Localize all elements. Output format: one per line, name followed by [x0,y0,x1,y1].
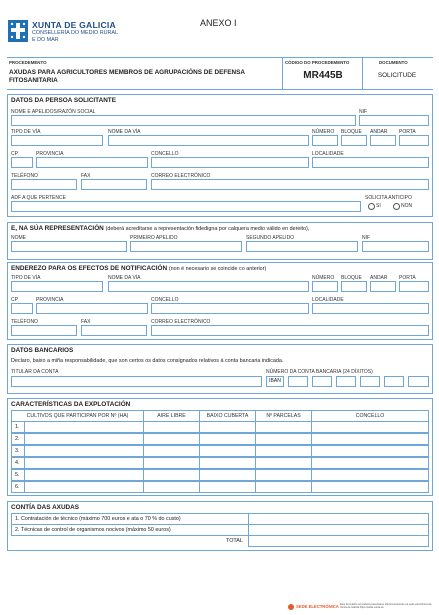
xunta-logo-icon [8,20,28,42]
advance-label: SOLICITA ANTICIPO [365,195,412,201]
n-fax-label: FAX [81,319,91,325]
table-cell[interactable] [24,421,144,433]
n-street-name-field[interactable] [108,281,309,292]
representation-title-text: E, NA SÚA REPRESENTACIÓN [11,225,104,232]
name-label: NOME E APELIDOS/RAZÓN SOCIAL [11,109,96,115]
exploitation-title: CARACTERÍSTICAS DA EXPLOTACIÓN [11,401,131,408]
procedure-title: AXUDAS PARA AGRICULTORES MEMBROS DE AGRUPACIÓNS DE DEFENSA FITOSANITARIA [9,69,245,84]
account-part-4[interactable] [360,376,380,387]
notification-section [7,262,433,340]
org-name: XUNTA DE GALICIA [32,20,116,30]
advance-yes-label: SI [376,203,381,209]
n-phone-label: TELÉFONO [11,319,38,325]
applicant-title: DATOS DA PERSOA SOLICITANTE [11,97,116,104]
account-part-5[interactable] [384,376,404,387]
nif-field[interactable] [359,115,429,126]
table-cell[interactable] [311,469,429,481]
n-locality-label: LOCALIDADE [312,297,344,303]
email-label: CORREO ELECTRÓNICO [151,173,211,179]
exploitation-table [11,410,429,493]
table-row-number [11,433,25,445]
row-label: 3. [15,448,20,454]
table-cell[interactable] [143,433,200,445]
table-cell[interactable] [255,421,312,433]
number-label: NÚMERO [312,129,335,135]
table-cell[interactable] [199,469,256,481]
procedure-code: MR445B [303,70,343,81]
bank-declaration: Declaro, baixo a miña responsabilidade, que son certos os datos consignados relativos á conta bancaria indicada. [11,358,284,364]
footer-note: Este formulario só poderá presentarse electronicamente na sede electrónica da Xunta de Galicia https://sede.xunta.es [340,603,432,610]
n-email-field[interactable] [151,325,429,336]
aid-title: CONTÍA DAS AXUDAS [11,504,80,511]
document-type: SOLICITUDE [377,72,417,79]
block-label: BLOQUE [341,129,362,135]
table-cell[interactable] [143,469,200,481]
advance-no-radio[interactable] [393,203,400,210]
representation-section [7,222,433,260]
representation-note: (deberá acreditarse a representación fidedigna por calquera medio válido en dereito), [105,226,310,232]
n-floor-label: ANDAR [370,275,388,281]
table-cell[interactable] [199,481,256,493]
door-field[interactable] [399,135,429,146]
aid-item-1: 1. Contratación de técnico (máximo 700 euros e ata o 70 % do custo) [11,513,249,525]
row-label: 2. [15,436,20,442]
procedure-box [7,57,433,90]
n-cp-field[interactable] [11,303,33,314]
n-street-type-field[interactable] [11,281,103,292]
org-department-2: E DO MAR [32,37,59,43]
block-field[interactable] [341,135,367,146]
n-locality-field[interactable] [312,303,429,314]
province-label: PROVINCIA [36,151,64,157]
n-council-label: CONCELLO [151,297,179,303]
n-street-type-label: TIPO DE VÍA [11,275,41,281]
table-cell[interactable] [255,481,312,493]
floor-field[interactable] [370,135,396,146]
table-cell[interactable] [143,457,200,469]
table-cell[interactable] [143,421,200,433]
table-cell[interactable] [311,421,429,433]
aid-section [7,501,433,551]
table-cell[interactable] [255,469,312,481]
council-field[interactable] [151,157,309,168]
table-cell[interactable] [255,433,312,445]
street-type-label: TIPO DE VÍA [11,129,41,135]
col-open-air-header: AIRE LIBRE [143,410,200,422]
account-part-2[interactable] [312,376,332,387]
cp-label: CP [11,151,18,157]
n-door-field[interactable] [399,281,429,292]
door-label: PORTA [399,129,416,135]
annex-title: ANEXO I [200,18,237,28]
table-cell[interactable] [24,481,144,493]
col-council-header: CONCELLO [311,410,429,422]
table-row-number [11,481,25,493]
footer-brand: SEDE ELECTRÓNICA [296,604,339,609]
table-cell[interactable] [199,433,256,445]
table-row-number [11,457,25,469]
rep-name-label: NOME [11,235,26,241]
table-row-number [11,445,25,457]
table-cell[interactable] [255,457,312,469]
iban-label: IBAN [269,378,281,384]
rep-surname2-field[interactable] [246,241,358,252]
n-number-label: NÚMERO [312,275,335,281]
aid-item-2: 2. Técnicas de control de organismos nocivos (máximo 50 euros) [11,524,249,536]
n-email-label: CORREO ELECTRÓNICO [151,319,211,325]
sede-icon [288,604,294,610]
phone-label: TELÉFONO [11,173,38,179]
procedure-divider-1 [282,58,283,89]
bank-section [7,344,433,394]
number-field[interactable] [312,135,338,146]
aid-total-amount[interactable] [248,535,429,547]
rep-nif-label: NIF [362,235,371,241]
header [8,20,433,50]
n-province-label: PROVINCIA [36,297,64,303]
holder-field[interactable] [11,376,262,387]
table-cell[interactable] [24,469,144,481]
table-row-number [11,421,25,433]
table-cell[interactable] [199,457,256,469]
adf-field[interactable] [11,201,361,212]
col-covered-header: BAIXO CUBERTA [199,410,256,422]
n-street-name-label: NOME DA VÍA [108,275,141,281]
name-field[interactable] [11,115,356,126]
table-row-number [11,469,25,481]
row-label: 5. [15,472,20,478]
col-crops-header: CULTIVOS QUE PARTICIPAN POR Nº (HA) [11,410,144,422]
province-field[interactable] [36,157,148,168]
locality-field[interactable] [312,157,429,168]
nif-label: NIF [359,109,368,115]
advance-yes-radio[interactable] [368,203,375,210]
iban-field[interactable] [266,376,284,387]
table-cell[interactable] [199,421,256,433]
street-name-field[interactable] [108,135,309,146]
n-phone-field[interactable] [11,325,77,336]
table-cell[interactable] [311,457,429,469]
representation-title [11,225,309,232]
procedure-code-label: CÓDIGO DO PROCEDEMENTO [285,60,350,65]
n-number-field[interactable] [312,281,338,292]
n-block-field[interactable] [341,281,367,292]
table-cell[interactable] [311,433,429,445]
row-label: 6. [15,484,20,490]
table-cell[interactable] [311,481,429,493]
table-cell[interactable] [24,457,144,469]
table-cell[interactable] [24,445,144,457]
adf-label: ADF A QUE PERTENCE [11,195,66,201]
footer [288,603,436,613]
fax-field[interactable] [81,179,147,190]
n-province-field[interactable] [36,303,148,314]
fax-label: FAX [81,173,91,179]
notification-note: (non é necesario se coincide co anterior) [168,266,267,272]
row-label: 4. [15,460,20,466]
account-label: NÚMERO DA CONTA BANCARIA (24 DÍXITOS) [266,369,373,375]
org-department: CONSELLERÍA DO MEDIO RURAL [32,30,118,36]
applicant-section [7,94,433,217]
rep-surname2-label: SEGUNDO APELIDO [246,235,295,241]
council-label: CONCELLO [151,151,179,157]
cp-field[interactable] [11,157,33,168]
table-cell[interactable] [24,433,144,445]
rep-nif-field[interactable] [362,241,429,252]
n-door-label: PORTA [399,275,416,281]
street-type-field[interactable] [11,135,103,146]
bank-title: DATOS BANCARIOS [11,347,74,354]
email-field[interactable] [151,179,429,190]
n-council-field[interactable] [151,303,309,314]
table-cell[interactable] [199,445,256,457]
locality-label: LOCALIDADE [312,151,344,157]
n-block-label: BLOQUE [341,275,362,281]
row-label: 1. [15,424,20,430]
rep-surname1-field[interactable] [130,241,242,252]
table-cell[interactable] [143,445,200,457]
n-floor-field[interactable] [370,281,396,292]
account-part-3[interactable] [336,376,356,387]
table-cell[interactable] [311,445,429,457]
rep-surname1-label: PRIMEIRO APELIDO [130,235,178,241]
notification-title [11,265,266,272]
account-part-6[interactable] [408,376,429,387]
table-cell[interactable] [143,481,200,493]
rep-name-field[interactable] [11,241,127,252]
procedure-label: PROCEDEMENTO [9,60,47,65]
n-fax-field[interactable] [81,325,147,336]
advance-no-label: NON [401,203,413,209]
n-cp-label: CP [11,297,18,303]
holder-label: TITULAR DA CONTA [11,369,59,375]
phone-field[interactable] [11,179,77,190]
table-cell[interactable] [255,445,312,457]
floor-label: ANDAR [370,129,388,135]
procedure-divider-2 [362,58,363,89]
street-name-label: NOME DA VÍA [108,129,141,135]
col-plots-header: Nº PARCELAS [255,410,312,422]
account-part-1[interactable] [288,376,308,387]
notification-title-text: ENDEREZO PARA OS EFECTOS DE NOTIFICACIÓN [11,265,168,272]
document-label: DOCUMENTO [379,60,408,65]
aid-total-label: TOTAL [226,538,243,544]
exploitation-section [7,398,433,496]
